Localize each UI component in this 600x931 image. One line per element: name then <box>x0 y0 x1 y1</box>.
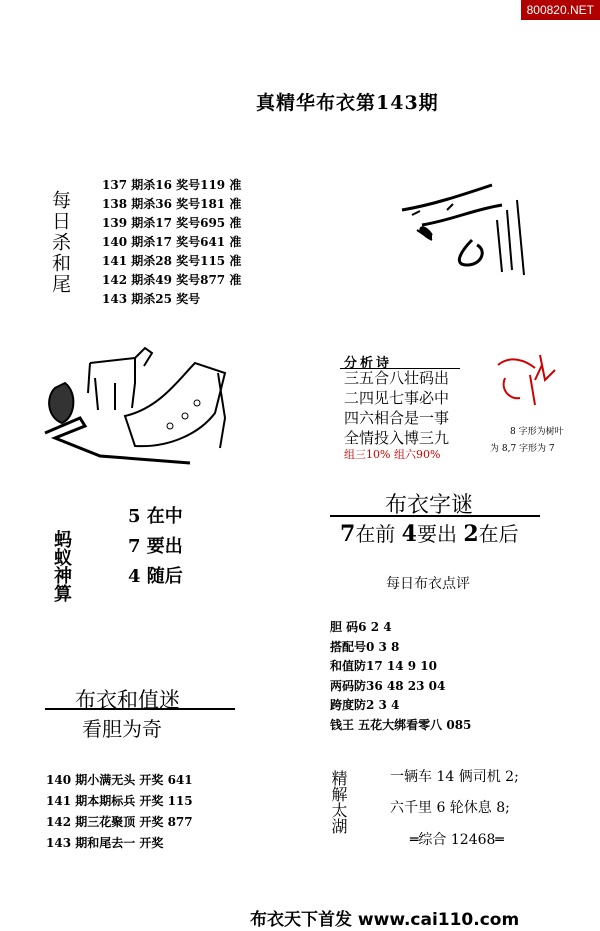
list-item: 胆 码6 2 4 <box>330 620 392 634</box>
site-badge[interactable]: 800820.NET <box>521 0 600 20</box>
red-character-sketch-image <box>490 350 560 410</box>
hezhi-title: 布衣和值迷 <box>75 688 180 712</box>
poem-line: 全情投入博三九 <box>344 429 450 447</box>
lake-line: 六千里 6 轮休息 8; <box>390 800 510 816</box>
hezhi-list <box>46 770 193 854</box>
list-item: 141 期本期标兵 开奖 115 <box>46 794 193 808</box>
riddle-text: 在后 <box>478 522 519 546</box>
riddle-answer <box>340 518 519 547</box>
riddle-number: 7 <box>340 521 356 547</box>
riddle-text: 在前 <box>355 522 396 546</box>
poem-line: 二四见七事必中 <box>344 389 450 407</box>
riddle-number: 4 <box>401 521 417 547</box>
riddle-title: 布衣字谜 <box>385 493 474 518</box>
list-item: 141 期杀28 奖号115 准 <box>102 254 242 268</box>
hezhi-divider <box>45 708 235 710</box>
list-item: 143 期杀25 奖号 <box>102 292 201 306</box>
lake-section-label: 精解太湖 <box>329 770 348 834</box>
riddle-text: 要出 <box>416 522 457 546</box>
ant-predictions <box>128 502 183 592</box>
riddle-divider <box>330 515 540 517</box>
review-list <box>330 618 471 735</box>
poem-line: 三五合八壮码出 <box>344 369 450 387</box>
list-item: 138 期杀36 奖号181 准 <box>102 197 242 211</box>
ant-section-label: 蚂蚁神算 <box>51 530 72 602</box>
list-item: 142 期杀49 奖号877 准 <box>102 273 242 287</box>
poem-title: 分析诗 <box>344 356 393 371</box>
poem-lines <box>344 368 449 448</box>
list-item: 搭配号0 3 8 <box>330 639 400 654</box>
cow-ruler-sketch-image <box>40 338 240 473</box>
lake-line: 一辆车 14 俩司机 2; <box>390 769 519 785</box>
hint-text: 为 8,7 字形为 7 <box>490 444 555 454</box>
list-item: 和值防17 14 9 10 <box>330 659 437 673</box>
list-item: 4 随后 <box>128 566 183 587</box>
list-item: 跨度防2 3 4 <box>330 698 400 712</box>
list-item: 139 期杀17 奖号695 准 <box>102 216 242 230</box>
poem-red-note: 组三10% 组六90% <box>344 448 441 461</box>
list-item: 142 期三花聚顶 开奖 877 <box>46 815 193 829</box>
kill-list <box>102 176 241 309</box>
list-item: 5 在中 <box>128 506 183 527</box>
list-item: 143 期和尾去一 开奖 <box>46 836 164 850</box>
riddle-number: 2 <box>463 521 479 547</box>
hint-text: 8 字形为树叶 <box>510 427 564 437</box>
lake-line: ═综合 12468═ <box>410 832 504 848</box>
branch-sketch-image <box>392 180 542 290</box>
list-item: 137 期杀16 奖号119 准 <box>102 178 242 192</box>
list-item: 钱王 五花大绑看零八 085 <box>330 717 472 732</box>
page-title: 真精华布衣第143期 <box>256 92 439 114</box>
list-item: 140 期小满无头 开奖 641 <box>46 773 193 787</box>
list-item: 两码防36 48 23 04 <box>330 678 446 693</box>
footer-text[interactable]: 布衣天下首发 www.cai110.com <box>250 910 520 930</box>
hezhi-subtitle: 看胆为奇 <box>82 717 162 741</box>
review-title: 每日布衣点评 <box>386 576 470 592</box>
list-item: 140 期杀17 奖号641 准 <box>102 235 242 249</box>
kill-section-label: 每日杀和尾 <box>49 190 71 295</box>
poem-line: 四六相合是一事 <box>344 409 450 427</box>
list-item: 7 要出 <box>128 536 183 557</box>
